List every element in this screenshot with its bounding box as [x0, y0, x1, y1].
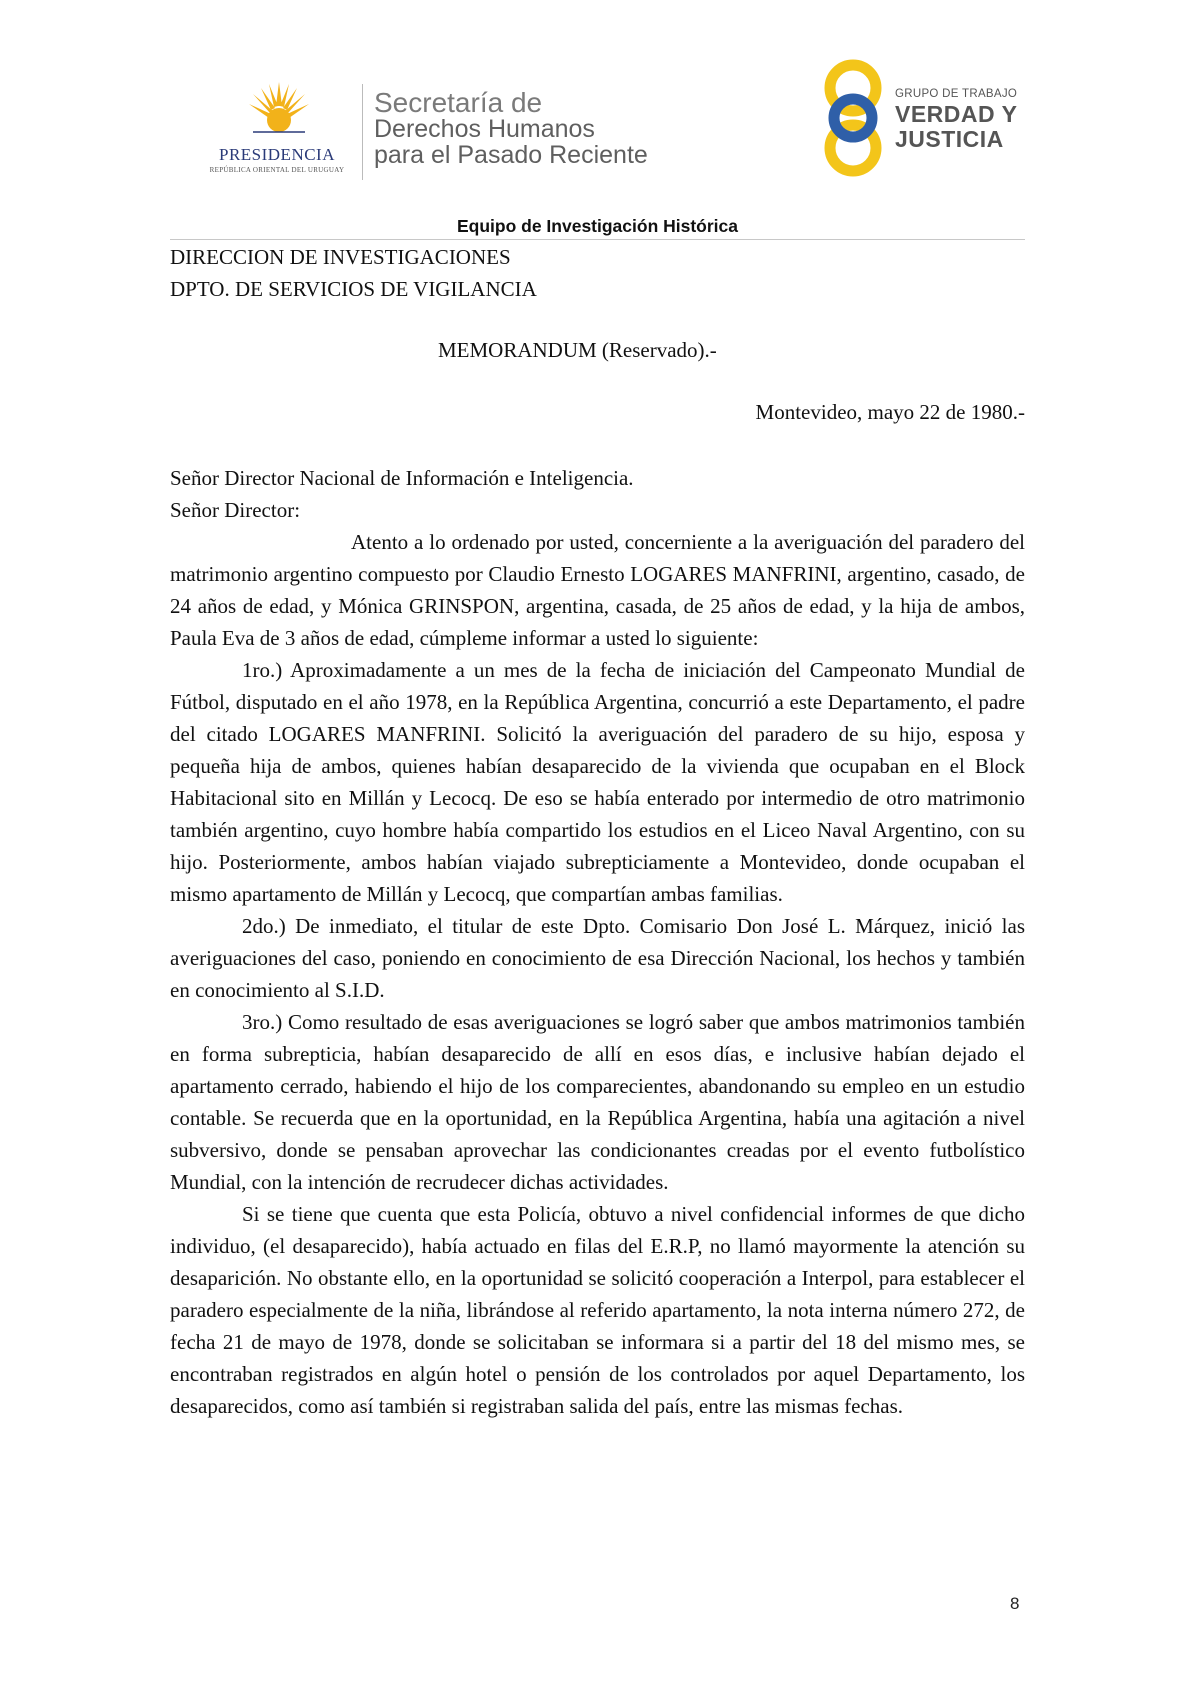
secretaria-line-1: Secretaría de	[374, 87, 543, 118]
office-line-1: DIRECCION DE INVESTIGACIONES	[170, 245, 511, 269]
memo-title: MEMORANDUM (Reservado).-	[438, 338, 717, 362]
secretaria-logo	[374, 87, 648, 169]
paragraph-4: Si se tiene que cuenta que esta Policía, obtuvo a nivel confidencial informes de que dicho individuo, (el desaparecido), había actuado en filas del E.R.P, no llamó mayormente la atención su desaparición. No obstante ello, en la oportunidad se solicitó cooperación a Interpol, para establecer el paradero especialmente de la niña, librándose al referido apartamento, la nota interna número 272, de fecha 21 de mayo de 1978, donde se solicitaban se informara si a partir del 18 del mismo mes, se encontraban registrados en algún hotel o pensión de los controlados por aquel Departamento, los desaparecidos, como así también si registraban salida del país, entre las mismas fechas.	[170, 1202, 1025, 1418]
presidencia-logo	[197, 80, 357, 180]
office-line-2: DPTO. DE SERVICIOS DE VIGILANCIA	[170, 277, 537, 301]
logo-divider	[362, 84, 363, 180]
addressee: Señor Director Nacional de Información e Inteligencia.	[170, 466, 634, 490]
republica-label: REPÚBLICA ORIENTAL DEL URUGUAY	[209, 166, 345, 174]
verdad-label: VERDAD Y	[895, 101, 1018, 127]
grupo-de-trabajo-label: GRUPO DE TRABAJO	[895, 88, 1018, 100]
header-rule	[170, 239, 1025, 240]
intro-paragraph: Atento a lo ordenado por usted, concerniente a la averiguación del paradero del matrimonio argentino compuesto por Claudio Ernesto LOGARES MANFRINI, argentino, casado, de 24 años de edad, y Mónica GRINSPON, argentina, casada, de 25 años de edad, y la hija de ambos, Paula Eva de 3 años de edad, cúmpleme informar a usted lo siguiente:	[170, 530, 1025, 650]
memo-body	[170, 462, 1025, 1422]
paragraph-1: 1ro.) Aproximadamente a un mes de la fecha de iniciación del Campeonato Mundial de Fútbol, disputado en el año 1978, en la República Argentina, concurrió a este Departamento, el padre del citado LOGARES MANFRINI. Solicitó la averiguación del paradero de su hijo, esposa y pequeña hija de ambos, quienes habían desaparecido de la vivienda que ocupaban en el Block Habitacional sito en Millán y Lecocq. De eso se había enterado por intermedio de otro matrimonio también argentino, cuyo hombre había compartido los estudios en el Liceo Naval Argentino, con su hijo. Posteriormente, ambos habían viajado subrepticiamente a Montevideo, donde ocupaban el mismo apartamento de Millán y Lecocq, que compartían ambas familias.	[170, 658, 1025, 906]
salutation: Señor Director:	[170, 498, 301, 522]
secretaria-line-2: Derechos Humanos	[374, 115, 595, 143]
justicia-label: JUSTICIA	[895, 126, 1004, 152]
memo-date: Montevideo, mayo 22 de 1980.-	[755, 400, 1025, 424]
paragraph-3: 3ro.) Como resultado de esas averiguaciones se logró saber que ambos matrimonios también en forma subrepticia, habían desaparecido de allí en esos días, e inclusive habían dejado el apartamento cerrado, habiendo el hijo de los comparecientes, abandonando su empleo en un estudio contable. Se recuerda que en la oportunidad, en la República Argentina, había una agitación a nivel subversivo, donde se pensaban aprovechar las condicionantes creadas por el evento futbolístico Mundial, con la intención de recrudecer dichas actividades.	[170, 1010, 1025, 1194]
team-heading: Equipo de Investigación Histórica	[456, 216, 739, 236]
verdad-justicia-logo	[818, 58, 1048, 178]
page-number: 8	[1010, 1594, 1020, 1613]
presidencia-label: PRESIDENCIA	[218, 145, 335, 164]
secretaria-line-3: para el Pasado Reciente	[374, 141, 648, 169]
paragraph-2: 2do.) De inmediato, el titular de este Dpto. Comisario Don José L. Márquez, inició las averiguaciones del caso, poniendo en conocimiento de esa Dirección Nacional, los hechos y también en conocimiento al S.I.D.	[170, 914, 1025, 1002]
linked-rings-icon	[818, 58, 888, 178]
sun-emblem-icon	[247, 80, 311, 144]
office-block	[170, 241, 1025, 305]
page-header	[0, 0, 1191, 210]
